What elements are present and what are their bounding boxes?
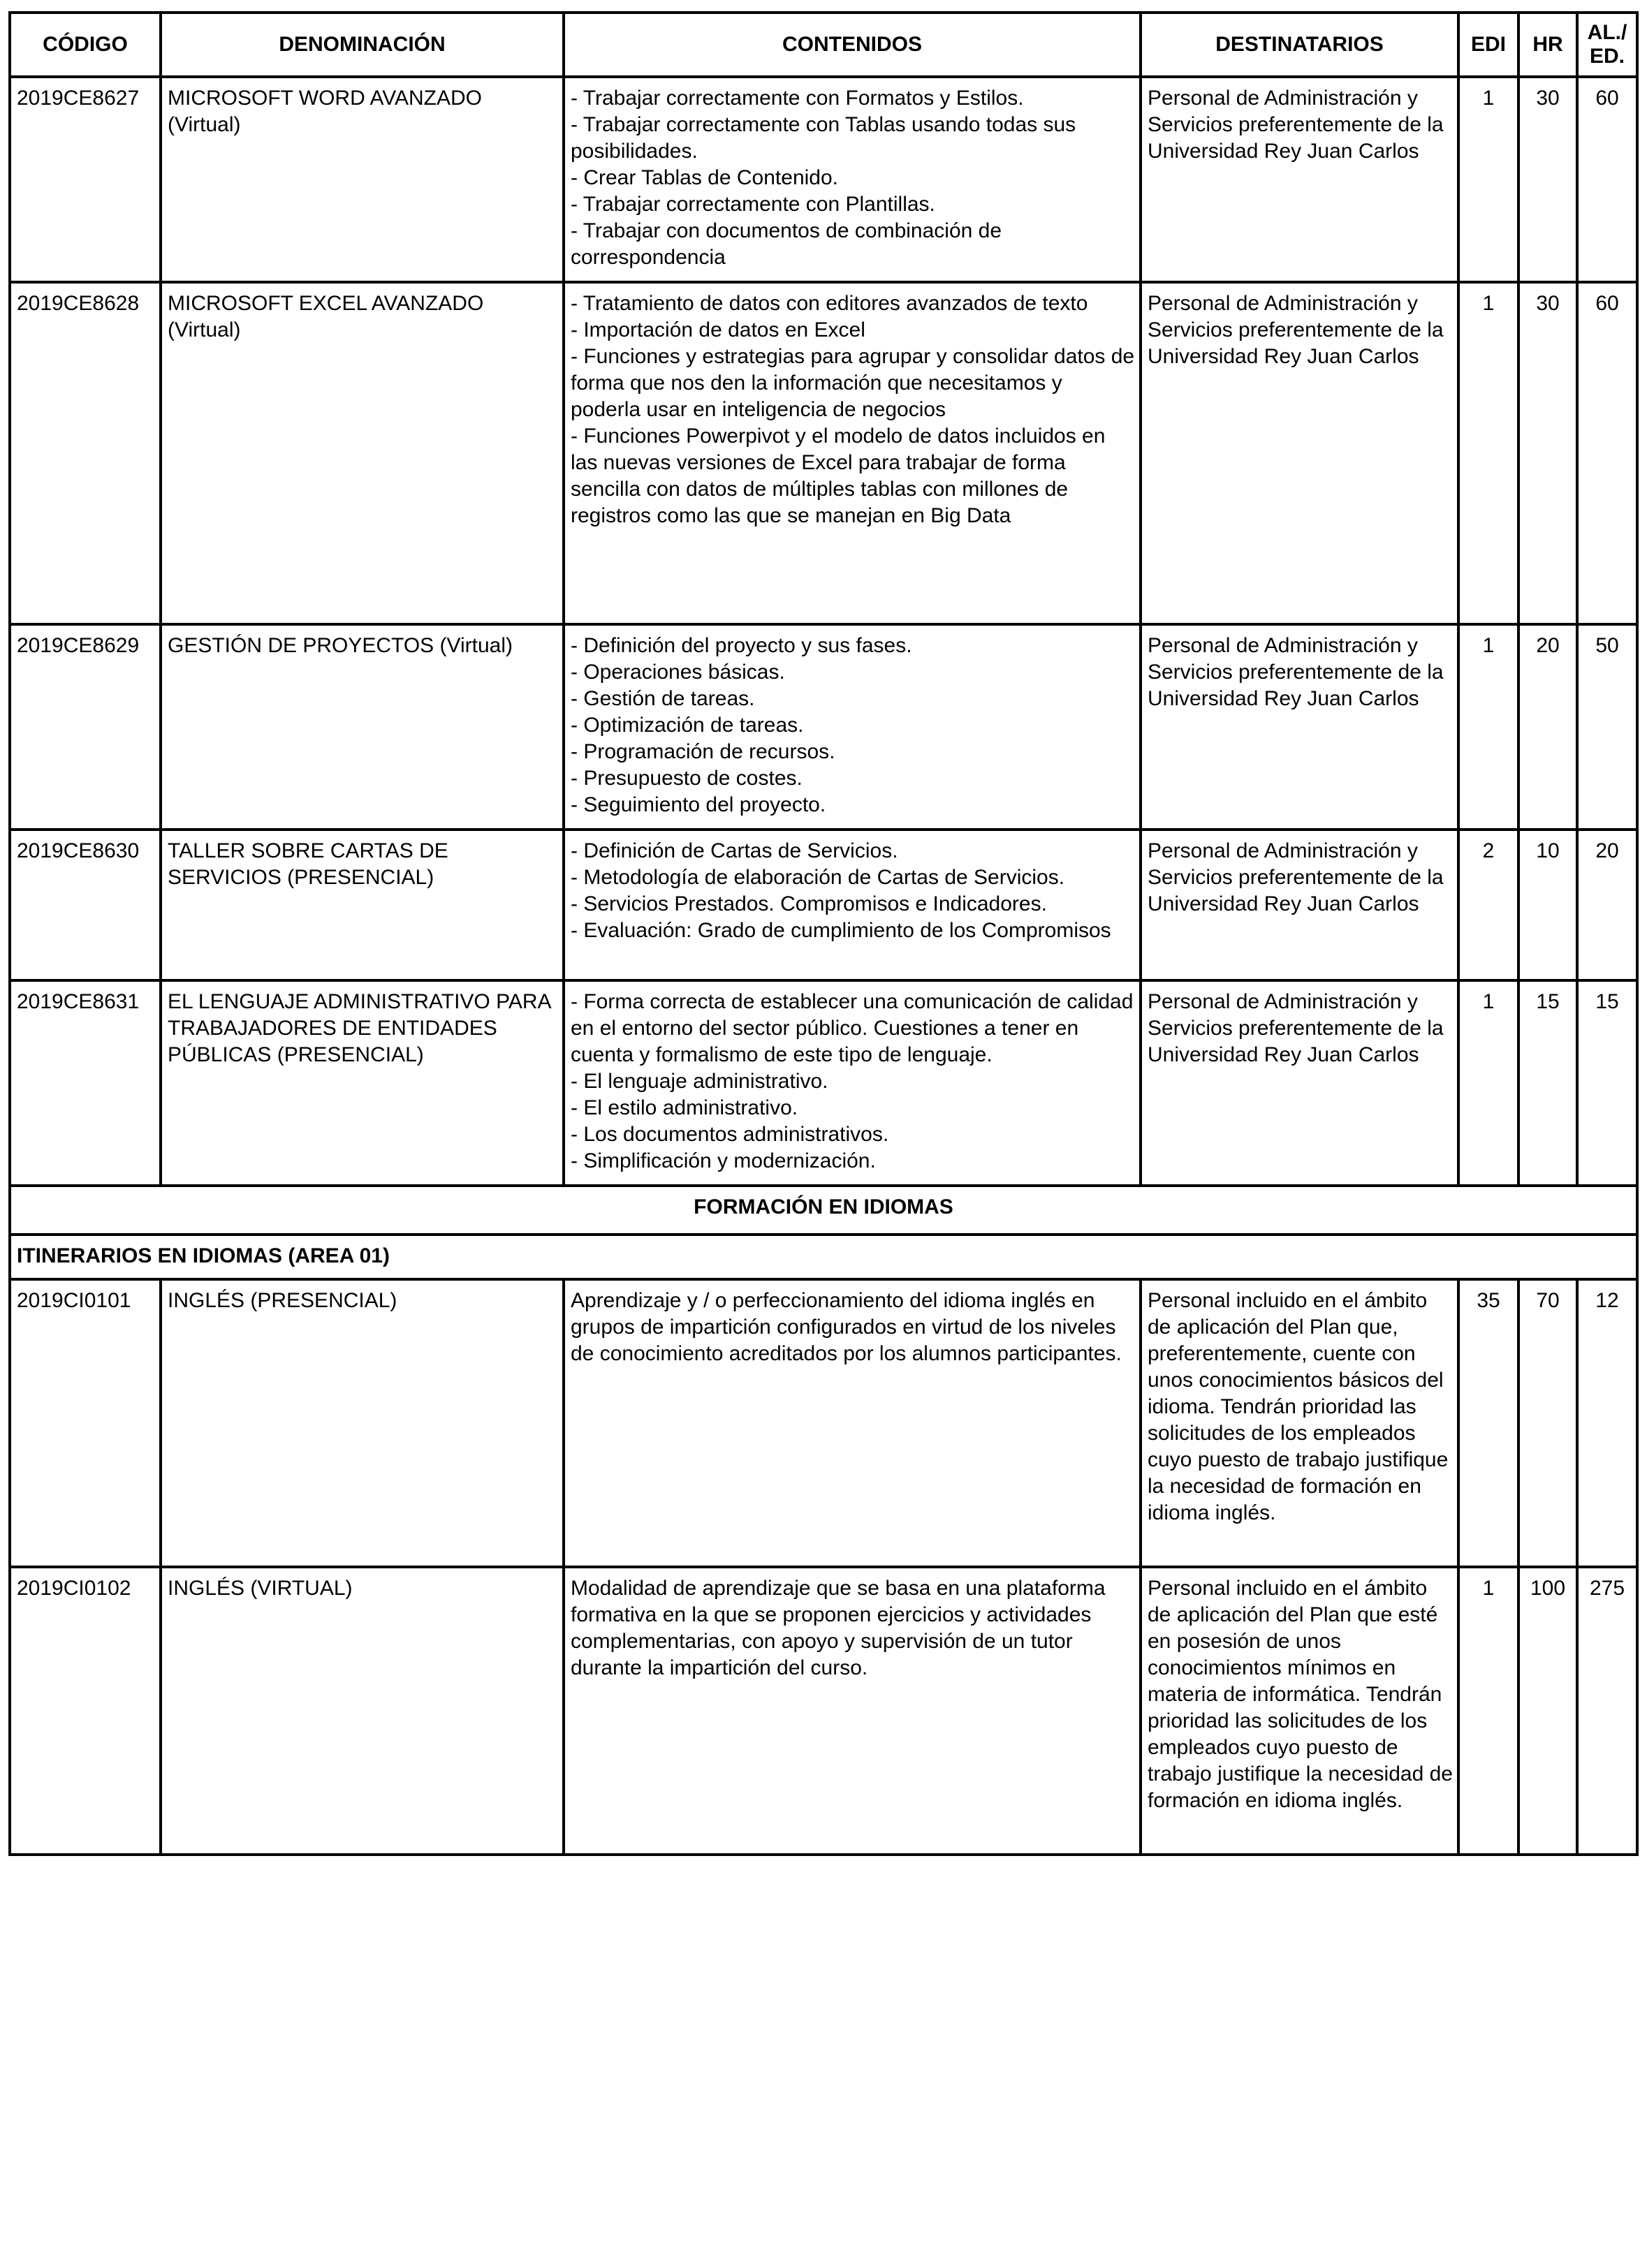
cell-edi: 1 xyxy=(1458,77,1518,282)
cell-contenidos: - Tratamiento de datos con editores avanzados de texto - Importación de datos en Excel - Funciones y estrategias para agrupar y consolidar datos de forma que nos den la información que necesitamos y poderla usar en inteligencia de negocios - Funciones Powerpivot y el modelo de datos incluidos en las nuevas versiones de Excel para trabajar de forma sencilla con datos de múltiples tablas con millones de registros como las que se manejan en Big Data xyxy=(564,282,1141,624)
cell-destinatarios: Personal de Administración y Servicios preferentemente de la Universidad Rey Juan Carlos xyxy=(1141,77,1458,282)
cell-hr: 15 xyxy=(1518,980,1577,1186)
section-row xyxy=(10,1186,1637,1235)
cell-denominacion: MICROSOFT EXCEL AVANZADO (Virtual) xyxy=(161,282,564,624)
cell-destinatarios: Personal incluido en el ámbito de aplicación del Plan que, preferentemente, cuente con unos conocimientos básicos del idioma. Tendrán prioridad las solicitudes de los empleados cuyo puesto de trabajo justifique la necesidad de formación en idioma inglés. xyxy=(1141,1279,1458,1567)
cell-hr: 10 xyxy=(1518,830,1577,980)
header-row xyxy=(10,13,1637,77)
cell-denominacion: TALLER SOBRE CARTAS DE SERVICIOS (PRESENCIAL) xyxy=(161,830,564,980)
course-table xyxy=(8,11,1639,1856)
table-row xyxy=(10,830,1637,980)
cell-destinatarios: Personal incluido en el ámbito de aplicación del Plan que esté en posesión de unos conocimientos mínimos en materia de informática. Tendrán prioridad las solicitudes de los empleados cuyo puesto de trabajo justifique la necesidad de formación en idioma inglés. xyxy=(1141,1567,1458,1855)
table-row xyxy=(10,624,1637,830)
cell-contenidos: - Definición del proyecto y sus fases. - Operaciones básicas. - Gestión de tareas. - Optimización de tareas. - Programación de recursos. - Presupuesto de costes. - Seguimiento del proyecto. xyxy=(564,624,1141,830)
cell-codigo: 2019CI0101 xyxy=(10,1279,161,1567)
cell-al-ed: 275 xyxy=(1577,1567,1637,1855)
cell-codigo: 2019CE8630 xyxy=(10,830,161,980)
cell-edi: 2 xyxy=(1458,830,1518,980)
cell-hr: 100 xyxy=(1518,1567,1577,1855)
header-destinatarios: DESTINATARIOS xyxy=(1141,13,1458,77)
cell-codigo: 2019CI0102 xyxy=(10,1567,161,1855)
cell-codigo: 2019CE8631 xyxy=(10,980,161,1186)
header-hr: HR xyxy=(1518,13,1577,77)
header-al-ed-line2: ED. xyxy=(1589,45,1625,68)
cell-edi: 35 xyxy=(1458,1279,1518,1567)
cell-denominacion: EL LENGUAJE ADMINISTRATIVO PARA TRABAJADORES DE ENTIDADES PÚBLICAS (PRESENCIAL) xyxy=(161,980,564,1186)
cell-denominacion: GESTIÓN DE PROYECTOS (Virtual) xyxy=(161,624,564,830)
cell-al-ed: 50 xyxy=(1577,624,1637,830)
table-row xyxy=(10,1279,1637,1567)
table-row xyxy=(10,282,1637,624)
cell-edi: 1 xyxy=(1458,1567,1518,1855)
cell-al-ed: 60 xyxy=(1577,77,1637,282)
cell-edi: 1 xyxy=(1458,624,1518,830)
cell-hr: 30 xyxy=(1518,282,1577,624)
cell-hr: 70 xyxy=(1518,1279,1577,1567)
cell-codigo: 2019CE8627 xyxy=(10,77,161,282)
cell-hr: 30 xyxy=(1518,77,1577,282)
cell-destinatarios: Personal de Administración y Servicios preferentemente de la Universidad Rey Juan Carlos xyxy=(1141,624,1458,830)
cell-al-ed: 20 xyxy=(1577,830,1637,980)
table-row xyxy=(10,1567,1637,1855)
table-row xyxy=(10,980,1637,1186)
cell-al-ed: 60 xyxy=(1577,282,1637,624)
cell-codigo: 2019CE8629 xyxy=(10,624,161,830)
section-title: FORMACIÓN EN IDIOMAS xyxy=(10,1186,1637,1235)
header-contenidos: CONTENIDOS xyxy=(564,13,1141,77)
cell-destinatarios: Personal de Administración y Servicios preferentemente de la Universidad Rey Juan Carlos xyxy=(1141,282,1458,624)
header-codigo: CÓDIGO xyxy=(10,13,161,77)
header-al-ed-line1: AL./ xyxy=(1587,21,1627,44)
header-edi: EDI xyxy=(1458,13,1518,77)
cell-destinatarios: Personal de Administración y Servicios preferentemente de la Universidad Rey Juan Carlos xyxy=(1141,830,1458,980)
cell-denominacion: INGLÉS (VIRTUAL) xyxy=(161,1567,564,1855)
cell-al-ed: 12 xyxy=(1577,1279,1637,1567)
cell-denominacion: MICROSOFT WORD AVANZADO (Virtual) xyxy=(161,77,564,282)
cell-denominacion: INGLÉS (PRESENCIAL) xyxy=(161,1279,564,1567)
table-row xyxy=(10,77,1637,282)
cell-contenidos: - Trabajar correctamente con Formatos y Estilos. - Trabajar correctamente con Tablas usando todas sus posibilidades. - Crear Tablas de Contenido. - Trabajar correctamente con Plantillas. - Trabajar con documentos de combinación de correspondencia xyxy=(564,77,1141,282)
cell-edi: 1 xyxy=(1458,980,1518,1186)
subsection-title: ITINERARIOS EN IDIOMAS (AREA 01) xyxy=(10,1235,1637,1279)
header-denominacion: DENOMINACIÓN xyxy=(161,13,564,77)
cell-contenidos: - Definición de Cartas de Servicios. - Metodología de elaboración de Cartas de Servicios. - Servicios Prestados. Compromisos e Indicadores. - Evaluación: Grado de cumplimiento de los Compromisos xyxy=(564,830,1141,980)
header-al-ed xyxy=(1577,13,1637,77)
cell-destinatarios: Personal de Administración y Servicios preferentemente de la Universidad Rey Juan Carlos xyxy=(1141,980,1458,1186)
subsection-row xyxy=(10,1235,1637,1279)
cell-hr: 20 xyxy=(1518,624,1577,830)
cell-edi: 1 xyxy=(1458,282,1518,624)
cell-contenidos: Aprendizaje y / o perfeccionamiento del idioma inglés en grupos de impartición configurados en virtud de los niveles de conocimiento acreditados por los alumnos participantes. xyxy=(564,1279,1141,1567)
cell-al-ed: 15 xyxy=(1577,980,1637,1186)
cell-contenidos: Modalidad de aprendizaje que se basa en una plataforma formativa en la que se proponen ejercicios y actividades complementarias, con apoyo y supervisión de un tutor durante la impartición del curso. xyxy=(564,1567,1141,1855)
cell-codigo: 2019CE8628 xyxy=(10,282,161,624)
cell-contenidos: - Forma correcta de establecer una comunicación de calidad en el entorno del sector público. Cuestiones a tener en cuenta y formalismo de este tipo de lenguaje. - El lenguaje administrativo. - El estilo administrativo. - Los documentos administrativos. - Simplificación y modernización. xyxy=(564,980,1141,1186)
